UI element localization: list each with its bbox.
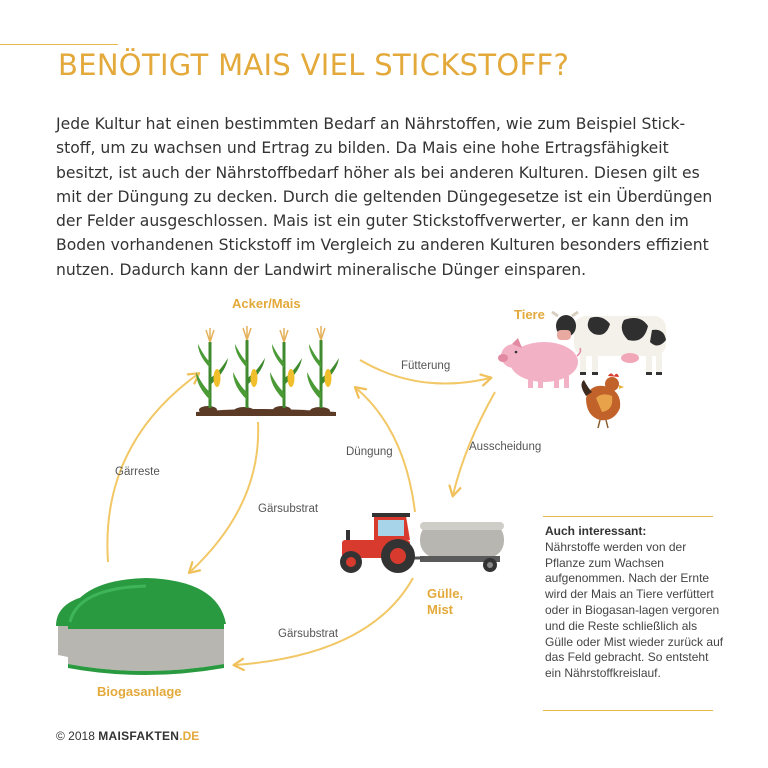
footer — [56, 729, 199, 743]
chicken-icon — [581, 374, 624, 429]
node-label-acker: Acker/Mais — [232, 296, 301, 311]
intro-paragraph: Jede Kultur hat einen bestimmten Bedarf an Nährstoffen, wie zum Beispiel Stick-stoff, um zu wachsen und Ertrag zu bilden. Da Mais eine hohe Ertragsfähigkeit besitzt, ist auch der Nährstoffbedarf höher als bei anderen Kulturen. Diesen gilt es mit der Düngung zu decken. Durch die geltenden Düngegesetze ist ein Überdüngen der Felder ausgeschlossen. Mais ist ein guter Stickstoffverwerter, er kann den im Boden vorhandenen Stickstoff im Vergleich zu anderen Kulturen besonders effizient nutzen. Dadurch kann der Landwirt mineralische Dünger einsparen. — [56, 115, 713, 279]
footer-brand: MAISFAKTEN — [98, 729, 180, 743]
footer-brand-dot: . — [179, 729, 183, 743]
edge-label-ausscheidung: Ausscheidung — [469, 441, 542, 453]
footer-copyright: © 2018 — [56, 729, 95, 743]
node-label-tiere: Tiere — [514, 307, 545, 322]
arrow-gaersubstrat-acker — [190, 422, 258, 572]
info-box — [545, 524, 725, 682]
edge-label-gaersubstrat-acker: Gärsubstrat — [258, 503, 319, 515]
arrow-gaersubstrat-guelle — [235, 578, 413, 665]
node-label-guelle-line2: Mist — [427, 602, 453, 617]
edge-label-gaersubstrat-guelle: Gärsubstrat — [278, 628, 339, 640]
tractor-tanker-icon — [340, 513, 504, 573]
pig-icon — [498, 338, 581, 388]
info-bottom-rule — [543, 710, 713, 711]
node-label-biogas: Biogasanlage — [97, 684, 182, 699]
info-title: Auch interessant: — [545, 524, 647, 538]
info-top-rule — [543, 516, 713, 517]
info-text: Nährstoffe werden von der Pflanze zum Wachsen aufgenommen. Nach der Ernte wird der Mais an Tiere verfüttert oder in Biogasan-lagen vergoren und die Reste schließlich als Gülle oder Mist wieder zurück auf das Feld gebracht. So entsteht ein Nährstoffkreislauf. — [545, 539, 724, 681]
edge-label-duengung: Düngung — [346, 446, 393, 458]
footer-brand-tld: DE — [182, 729, 200, 743]
edge-label-gaerreste: Gärreste — [115, 466, 160, 478]
edge-label-fuetterung: Fütterung — [401, 360, 451, 372]
maize-plants-icon — [196, 326, 339, 416]
page-title: BENÖTIGT MAIS VIEL STICKSTOFF? — [58, 48, 570, 82]
node-label-guelle-line1: Gülle, — [427, 586, 464, 601]
biogas-plant-icon — [56, 578, 226, 675]
node-label-guelle — [427, 586, 463, 618]
